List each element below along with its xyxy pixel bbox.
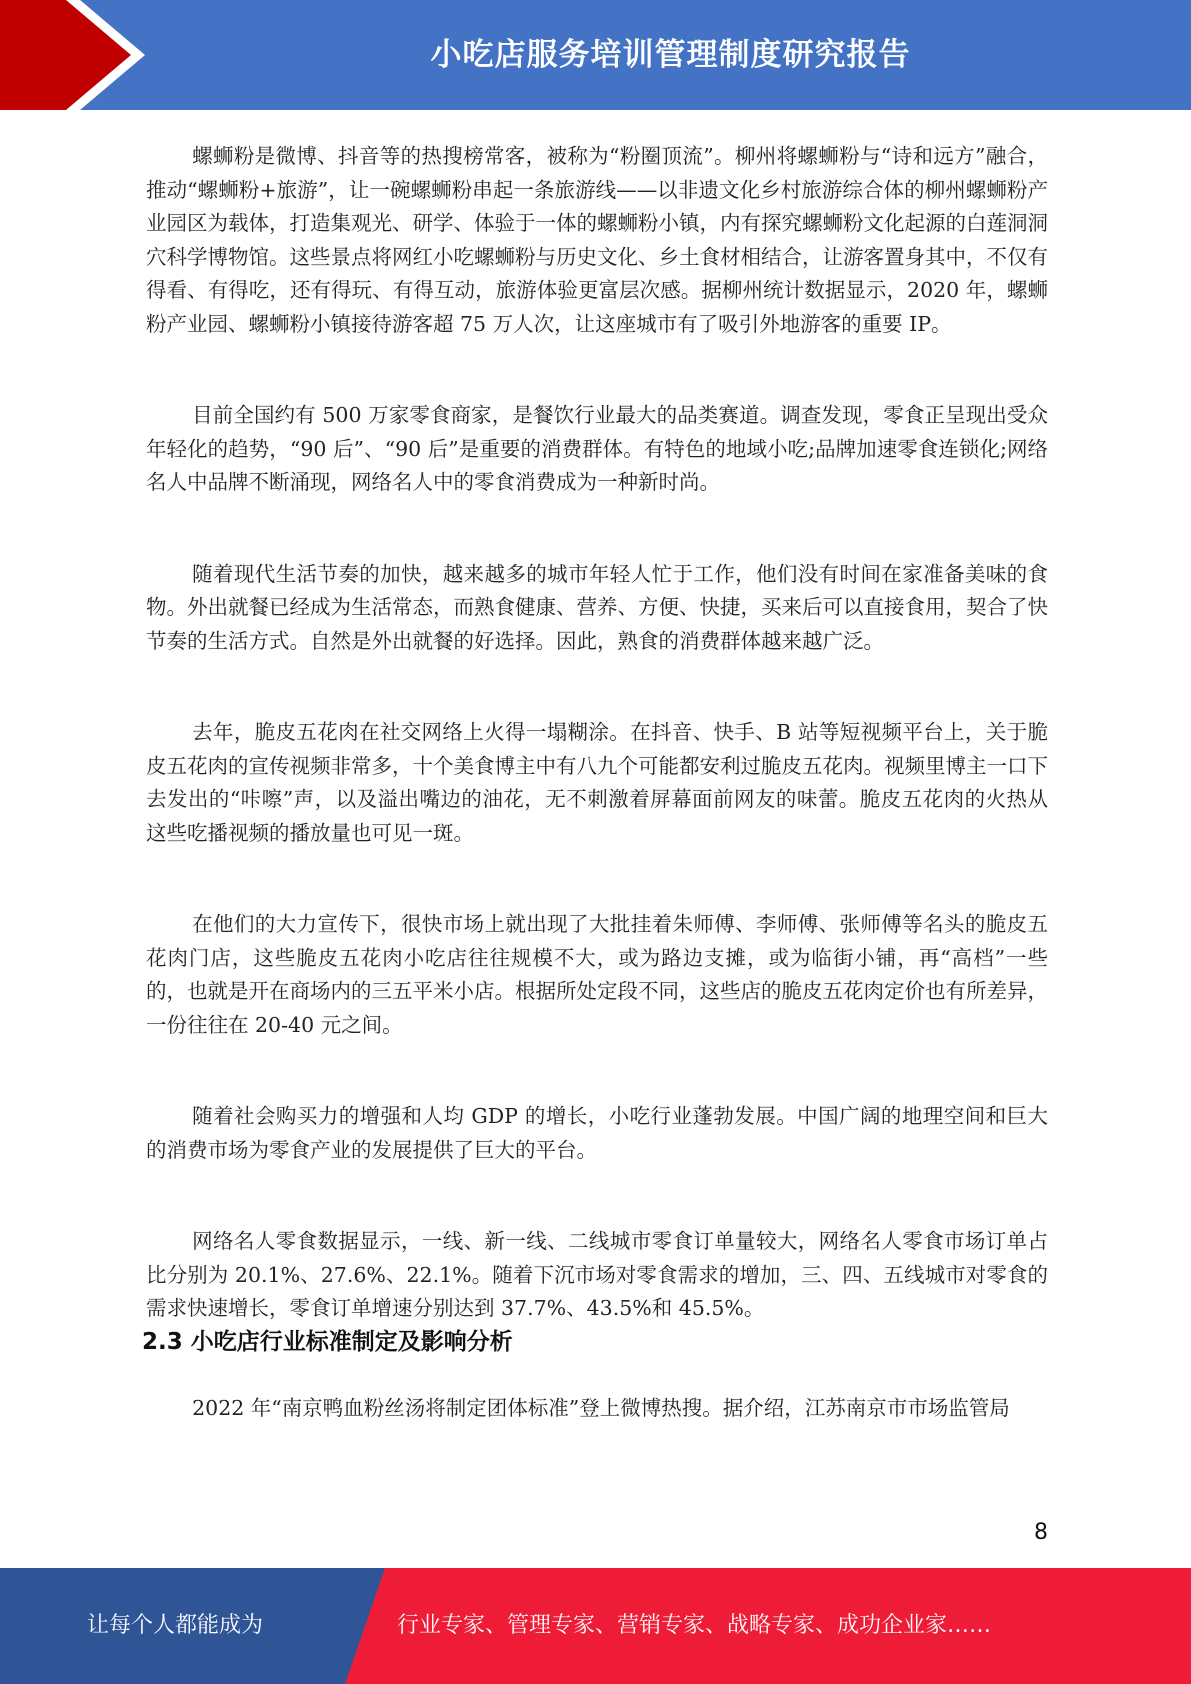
page-header-banner [0,0,1191,110]
page-footer-banner [0,1568,1191,1684]
footer-slogan-left: 让每个人都能成为 [86,1613,263,1638]
paragraph: 目前全国约有 500 万家零食商家，是餐饮行业最大的品类赛道。调查发现，零食正呈现出受众年轻化的趋势，“90 后”、“90 后”是重要的消费群体。有特色的地域小吃;品牌加速零食连锁化;网络名人中品牌不断涌现，网络名人中的零食消费成为一种新时尚。 [146,403,1048,494]
paragraph: 螺蛳粉是微博、抖音等的热搜榜常客，被称为“粉圈顶流”。柳州将螺蛳粉与“诗和远方”融合，推动“螺蛳粉+旅游”，让一碗螺蛳粉串起一条旅游线——以非遗文化乡村旅游综合体的柳州螺蛳粉产业园区为载体，打造集观光、研学、体验于一体的螺蛳粉小镇，内有探究螺蛳粉文化起源的白莲洞洞穴科学博物馆。这些景点将网红小吃螺蛳粉与历史文化、乡土食材相结合，让游客置身其中，不仅有得看、有得吃，还有得玩、有得互动，旅游体验更富层次感。据柳州统计数据显示，2020 年，螺蛳粉产业园、螺蛳粉小镇接待游客超 75 万人次，让这座城市有了吸引外地游客的重要 IP。 [146,144,1048,336]
document-title: 小吃店服务培训管理制度研究报告 [430,37,911,73]
paragraph: 2022 年“南京鸭血粉丝汤将制定团体标准”登上微博热搜。据介绍，江苏南京市市场监管局 [192,1396,1010,1420]
document-body [142,140,1048,1484]
paragraph: 在他们的大力宣传下，很快市场上就出现了大批挂着朱师傅、李师傅、张师傅等名头的脆皮五花肉门店，这些脆皮五花肉小吃店往往规模不大，或为路边支摊，或为临街小铺，再“高档”一些的，也就是开在商场内的三五平米小店。根据所处定段不同，这些店的脆皮五花肉定价也有所差异，一份往往在 20-40 元之间。 [146,912,1048,1037]
paragraph: 去年，脆皮五花肉在社交网络上火得一塌糊涂。在抖音、快手、B 站等短视频平台上，关于脆皮五花肉的宣传视频非常多，十个美食博主中有八九个可能都安利过脆皮五花肉。视频里博主一口下去发出的“咔嚓”声，以及溢出嘴边的油花，无不刺激着屏幕面前网友的味蕾。脆皮五花肉的火热从这些吃播视频的播放量也可见一斑。 [146,720,1048,845]
section-heading: 2.3 小吃店行业标准制定及影响分析 [142,1328,513,1355]
page-number: 8 [1034,1520,1048,1545]
paragraph: 随着社会购买力的增强和人均 GDP 的增长，小吃行业蓬勃发展。中国广阔的地理空间和巨大的消费市场为零食产业的发展提供了巨大的平台。 [146,1104,1048,1162]
footer-slogan-right: 行业专家、管理专家、营销专家、战略专家、成功企业家…… [397,1613,992,1638]
paragraph: 随着现代生活节奏的加快，越来越多的城市年轻人忙于工作，他们没有时间在家准备美味的食物。外出就餐已经成为生活常态，而熟食健康、营养、方便、快捷，买来后可以直接食用，契合了快节奏的生活方式。自然是外出就餐的好选择。因此，熟食的消费群体越来越广泛。 [146,561,1048,653]
paragraph: 网络名人零食数据显示，一线、新一线、二线城市零食订单量较大，网络名人零食市场订单占比分别为 20.1%、27.6%、22.1%。随着下沉市场对零食需求的增加，三、四、五线城市对零食的需求快速增长，零食订单增速分别达到 37.7%、43.5%和 45.5%。 [146,1229,1048,1320]
